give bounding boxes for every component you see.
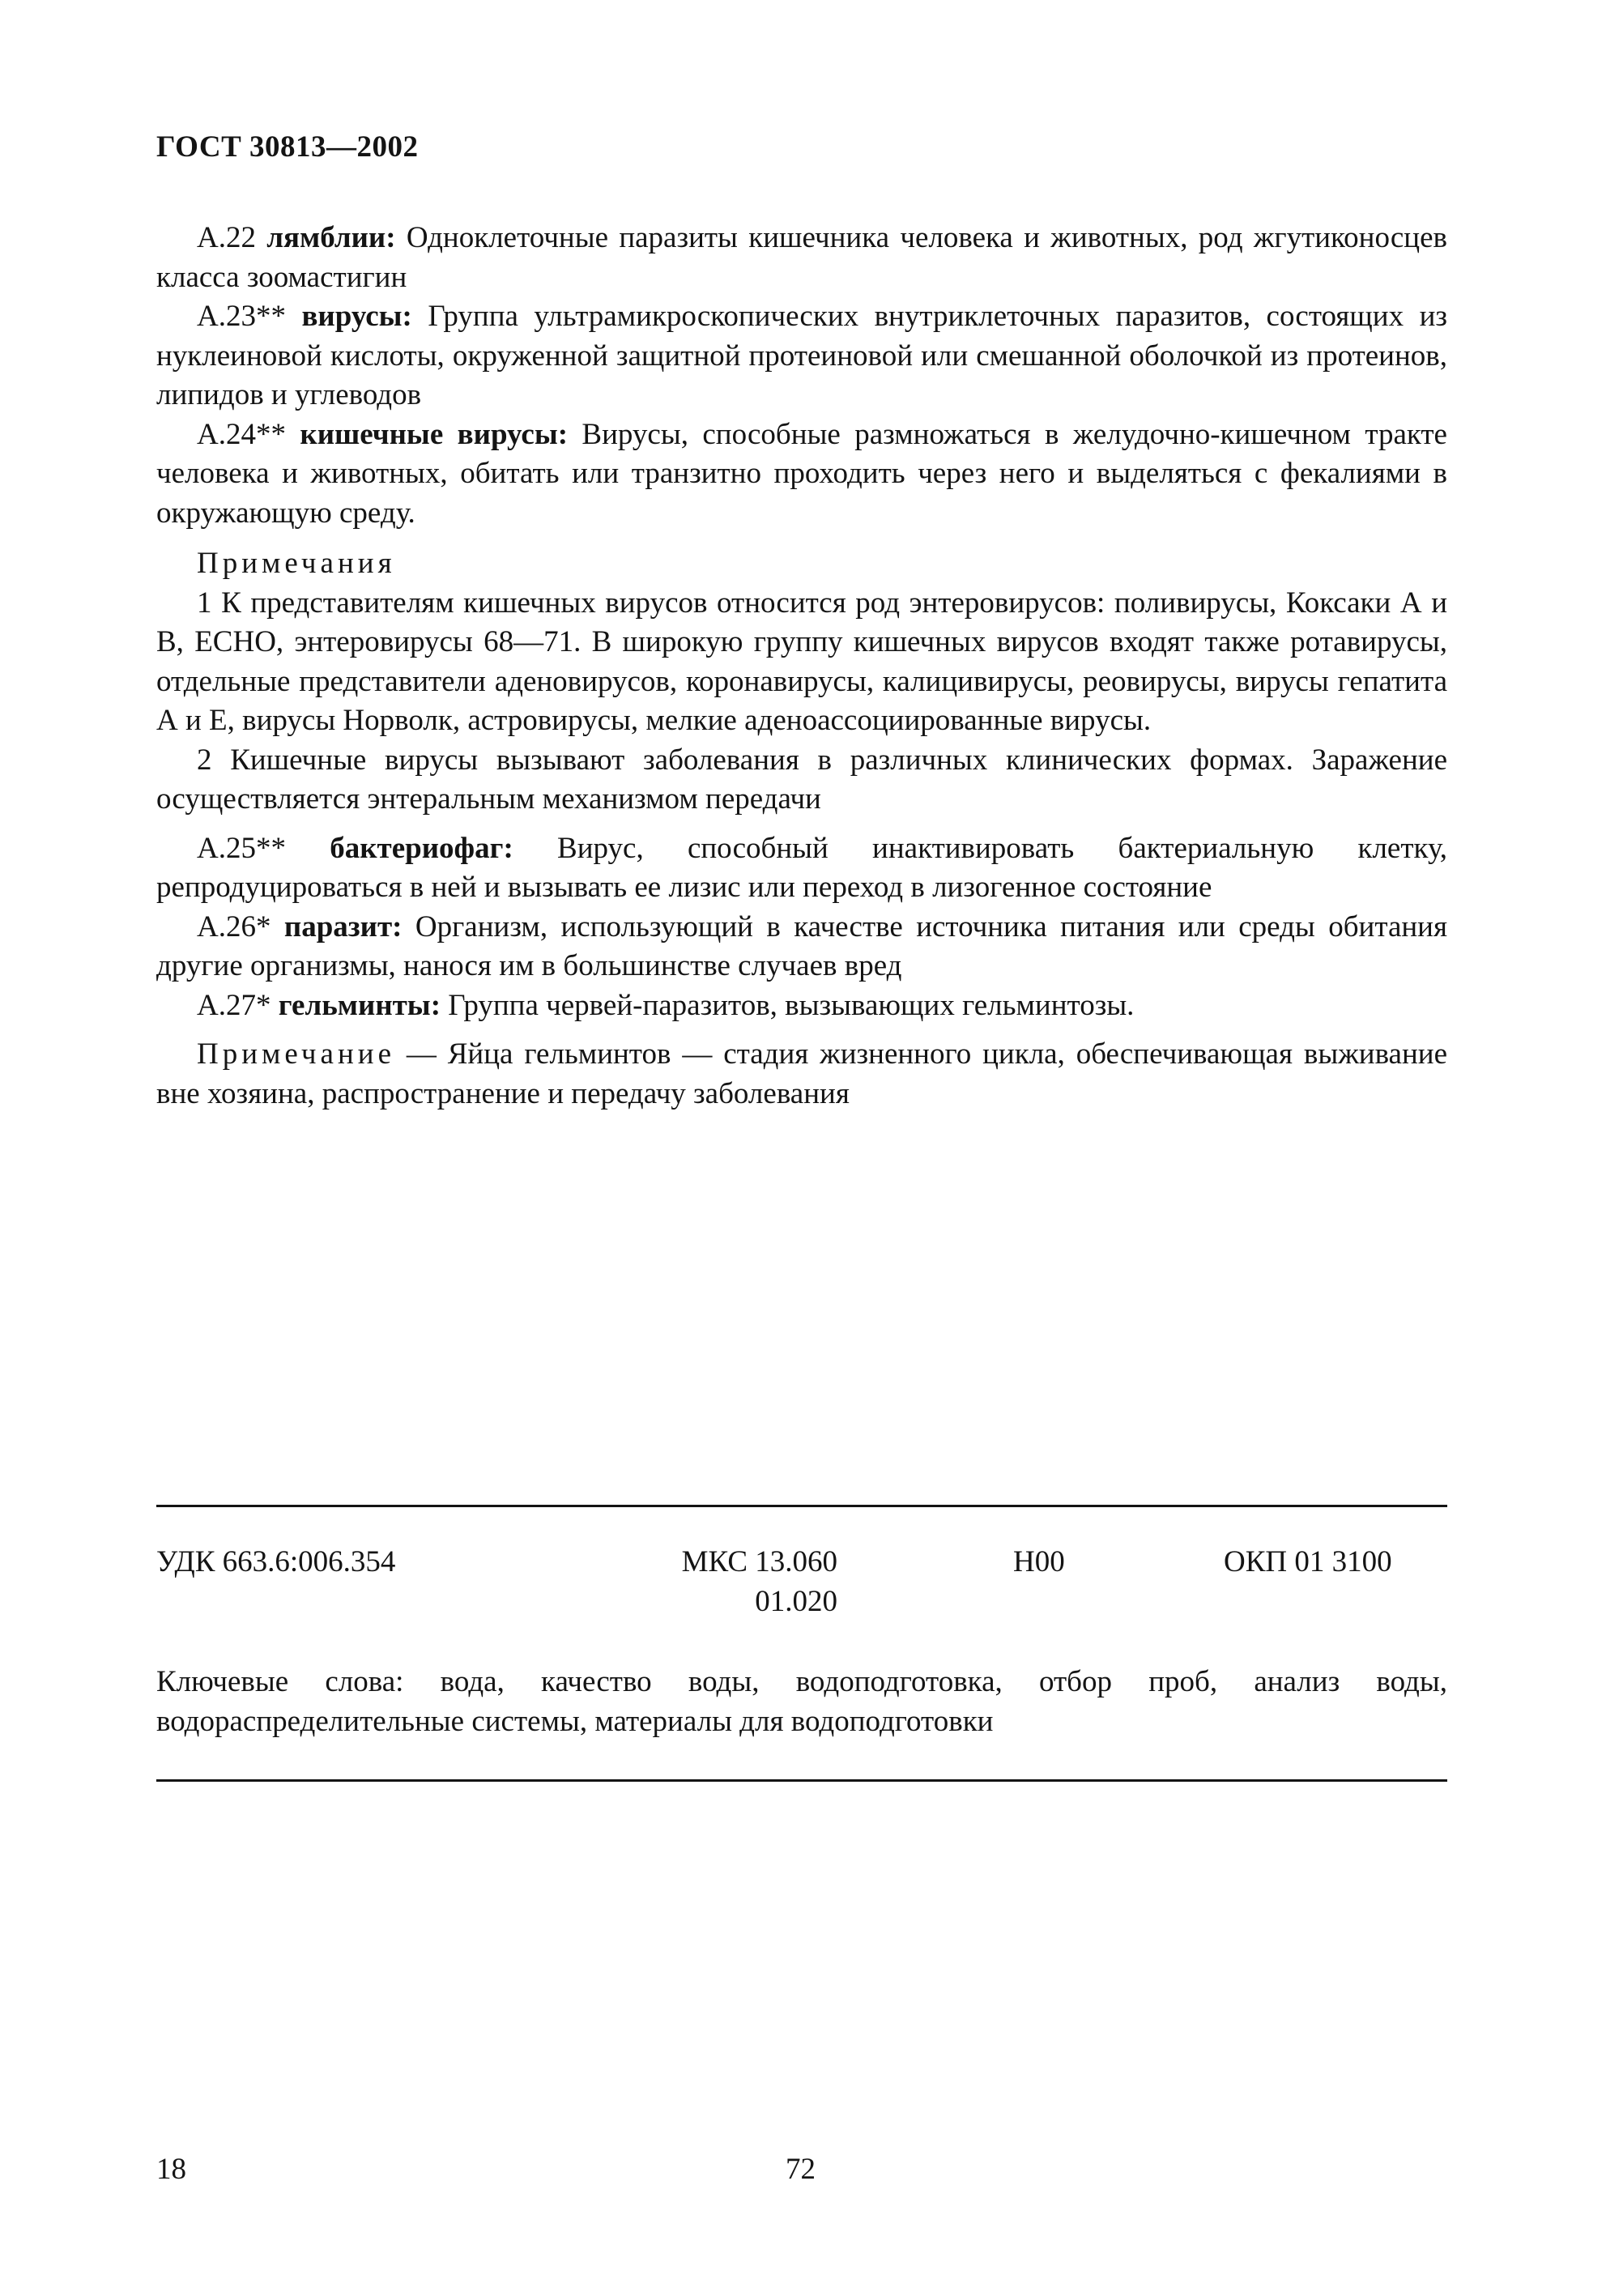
note-item: 1 К представителям кишечных вирусов относится род энтеровирусов: поливирусы, Коксаки А и В, ЕСНО, энтеровирусы 68—71. В широкую группу кишечных вирусов входят также ротавирусы, отдельные представители аденовирусов, коронавирусы, калицивирусы, реовирусы, вирусы гепатита А и Е, вирусы Норволк, астровирусы, мелкие аденоассоциированные вирусы. bbox=[156, 586, 1447, 737]
term-name: вирусы: bbox=[301, 300, 412, 333]
term-entry-a24 bbox=[156, 415, 1447, 534]
term-name: кишечные вирусы: bbox=[300, 417, 569, 451]
keywords: Ключевые слова: вода, качество воды, водоподготовка, отбор проб, анализ воды, водораспределительные системы, материалы для водоподготовки bbox=[156, 1665, 1447, 1738]
term-number: А.27* bbox=[197, 988, 279, 1022]
term-number: А.22 bbox=[197, 221, 267, 254]
term-definition: Организм, использующий в качестве источника питания или среды обитания другие организмы, нанося им в большинстве случаев вред bbox=[156, 909, 1447, 982]
term-entry-a22 bbox=[156, 219, 1447, 297]
mks-line-1: МКС 13.060 bbox=[681, 1545, 837, 1578]
classification-code: Н00 bbox=[1013, 1545, 1065, 1578]
page-number: 18 bbox=[156, 2153, 186, 2186]
note-text: — Яйца гельминтов — стадия жизненного цикла, обеспечивающая выживание вне хозяина, распространение и передачу заболевания bbox=[156, 1037, 1447, 1110]
sheet-number: 72 bbox=[786, 2153, 816, 2186]
term-name: бактериофаг: bbox=[330, 831, 513, 865]
term-number: А.26* bbox=[197, 909, 284, 944]
divider-top bbox=[156, 1505, 1447, 1507]
term-entry-a26 bbox=[156, 908, 1447, 986]
term-number: А.23** bbox=[197, 300, 302, 333]
note-helminths bbox=[156, 1035, 1447, 1114]
term-entry-a25 bbox=[156, 829, 1447, 908]
term-name: гельминты: bbox=[278, 988, 441, 1022]
note-label: Примечание bbox=[197, 1037, 395, 1071]
udk-code: УДК 663.6:006.354 bbox=[156, 1545, 396, 1578]
term-definition: Группа червей-паразитов, вызывающих гельминтозы. bbox=[441, 988, 1135, 1022]
term-definition: Группа ультрамикроскопических внутриклеточных паразитов, состоящих из нуклеиновой кислоты, окруженной защитной протеиновой или смешанной оболочкой из протеинов, липидов и углеводов bbox=[156, 300, 1447, 411]
term-number: А.25** bbox=[197, 831, 330, 865]
term-name: паразит: bbox=[283, 909, 403, 944]
okp-code: ОКП 01 3100 bbox=[1224, 1545, 1392, 1578]
notes-heading: Примечания bbox=[197, 547, 396, 580]
term-entry-a23 bbox=[156, 297, 1447, 415]
mks-code bbox=[639, 1543, 837, 1621]
term-entry-a27 bbox=[156, 986, 1447, 1026]
document-header: ГОСТ 30813—2002 bbox=[156, 130, 419, 164]
divider-bottom bbox=[156, 1779, 1447, 1782]
document-body bbox=[156, 219, 1447, 1114]
mks-line-2: 01.020 bbox=[755, 1584, 837, 1618]
term-definition: Вирус, способный инактивировать бактериальную клетку, репродуцироваться в ней и вызывать ее лизис или переход в лизогенное состояние bbox=[156, 831, 1447, 904]
term-definition: Вирусы, способные размножаться в желудочно-кишечном тракте человека и животных, обитать или транзитно проходить через него и выделяться с фекалиями в окружающую среду. bbox=[156, 417, 1447, 530]
note-item: 2 Кишечные вирусы вызывают заболевания в различных клинических формах. Заражение осуществляется энтеральным механизмом передачи bbox=[156, 743, 1447, 816]
term-number: А.24** bbox=[197, 417, 300, 451]
term-name: лямблии: bbox=[266, 221, 396, 254]
term-definition: Одноклеточные паразиты кишечника человека и животных, род жгутиконосцев класса зоомастигин bbox=[156, 221, 1447, 294]
